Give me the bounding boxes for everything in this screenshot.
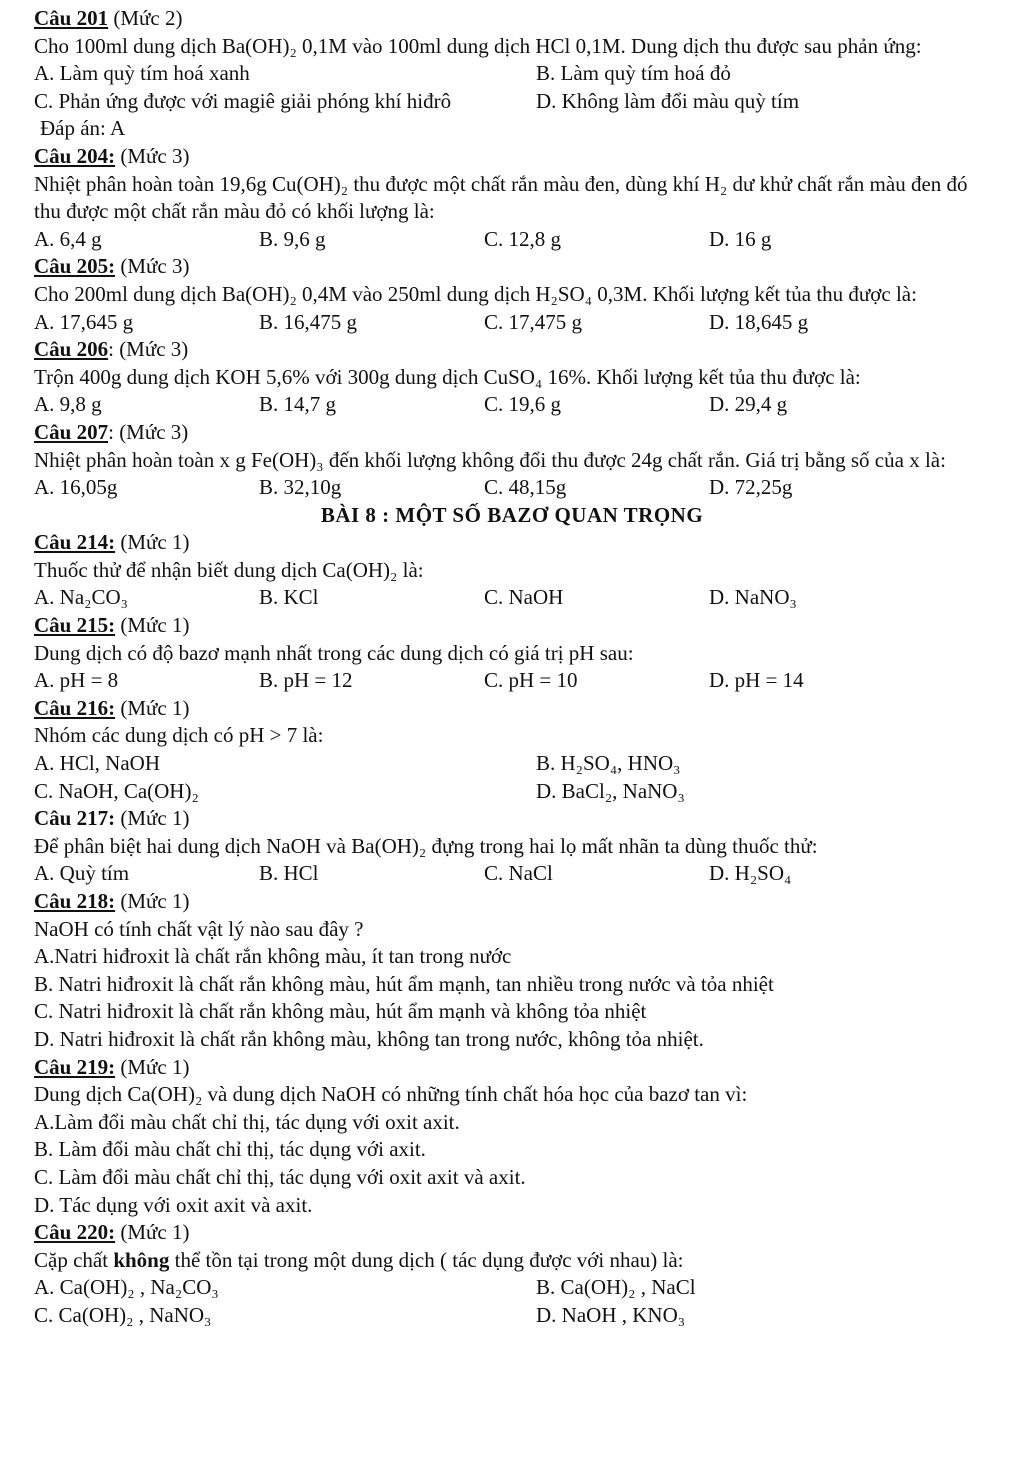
question-number: Câu 217:	[34, 806, 116, 831]
option-b: B. Ca(OH)₂ , NaCl	[536, 1275, 696, 1300]
question-heading	[34, 529, 990, 557]
answer-key: Đáp án: A	[40, 116, 126, 141]
question-level: : (Mức 3)	[108, 337, 189, 362]
option-c: C. NaOH	[484, 585, 564, 610]
question-level: (Mức 1)	[115, 695, 190, 720]
option-a: A. 9,8 g	[34, 392, 102, 417]
option-a: A. Quỳ tím	[34, 861, 130, 886]
question-number: Câu 220:	[34, 1220, 116, 1245]
question-heading	[34, 695, 990, 723]
question-stem: Nhiệt phân hoàn toàn 19,6g Cu(OH)₂ thu được một chất rắn màu đen, dùng khí H₂ dư khử chất rắn màu đen đó thu được một chất rắn màu đỏ có khối lượng là:	[34, 171, 968, 224]
option-d: D. H₂SO₄	[709, 861, 792, 886]
option-a: A. 17,645 g	[34, 309, 134, 334]
question-level: (Mức 1)	[115, 806, 190, 831]
question-heading	[34, 888, 990, 916]
question-stem: Thuốc thử để nhận biết dung dịch Ca(OH)₂ là:	[34, 557, 424, 582]
option-a: A. Làm quỳ tím hoá xanh	[34, 61, 250, 86]
option-b: B. pH = 12	[259, 668, 353, 693]
question-level: (Mức 1)	[115, 530, 190, 555]
question-number: Câu 201	[34, 6, 109, 30]
option-d: D. 72,25g	[709, 475, 793, 500]
question-204	[34, 143, 990, 253]
question-number: Câu 219:	[34, 1054, 116, 1079]
option-c: C. pH = 10	[484, 668, 578, 693]
question-heading	[34, 336, 990, 364]
option-d: D. Natri hiđroxit là chất rắn không màu, không tan trong nước, không tỏa nhiệt.	[34, 1026, 704, 1051]
option-b: B. 14,7 g	[259, 392, 337, 417]
question-stem: Để phân biệt hai dung dịch NaOH và Ba(OH)₂ đựng trong hai lọ mất nhãn ta dùng thuốc thử:	[34, 833, 818, 858]
question-214	[34, 529, 990, 612]
option-a: A.Làm đổi màu chất chỉ thị, tác dụng với oxit axit.	[34, 1109, 460, 1134]
question-220	[34, 1219, 990, 1329]
question-number: Câu 206	[34, 337, 109, 362]
option-c: C. Làm đổi màu chất chỉ thị, tác dụng với oxit axit và axit.	[34, 1164, 526, 1189]
option-c: C. Phản ứng được với magiê giải phóng khí hiđrô	[34, 88, 452, 113]
question-215	[34, 612, 990, 695]
question-number: Câu 216:	[34, 695, 116, 720]
question-stem: Nhóm các dung dịch có pH > 7 là:	[34, 723, 324, 748]
question-stem: Trộn 400g dung dịch KOH 5,6% với 300g dung dịch CuSO₄ 16%. Khối lượng kết tủa thu được là:	[34, 364, 861, 389]
question-219	[34, 1054, 990, 1220]
question-level: (Mức 1)	[115, 1054, 190, 1079]
option-d: D. Không làm đổi màu quỳ tím	[536, 88, 800, 113]
option-b: B. KCl	[259, 585, 319, 610]
option-a: A. Ca(OH)₂ , Na₂CO₃	[34, 1275, 219, 1300]
document-page	[34, 5, 990, 1330]
question-heading	[34, 805, 990, 833]
option-c: C. 17,475 g	[484, 309, 583, 334]
question-218	[34, 888, 990, 1054]
option-b: B. 16,475 g	[259, 309, 358, 334]
question-number: Câu 214:	[34, 530, 116, 555]
question-stem: Dung dịch có độ bazơ mạnh nhất trong các dung dịch có giá trị pH sau:	[34, 640, 634, 665]
option-a: A. Na₂CO₃	[34, 585, 128, 610]
option-b: B. Làm quỳ tím hoá đỏ	[536, 61, 731, 86]
option-d: D. 16 g	[709, 226, 772, 251]
question-heading	[34, 253, 990, 281]
option-a: A. pH = 8	[34, 668, 119, 693]
question-stem: NaOH có tính chất vật lý nào sau đây ?	[34, 916, 364, 941]
option-d: D. pH = 14	[709, 668, 804, 693]
option-b: B. H₂SO₄, HNO₃	[536, 751, 681, 776]
question-number: Câu 205:	[34, 254, 116, 279]
question-level: (Mức 2)	[108, 6, 183, 30]
question-level: (Mức 1)	[115, 889, 190, 913]
option-b: B. 32,10g	[259, 475, 342, 500]
option-b: B. HCl	[259, 861, 319, 886]
stem-text: Cặp chất	[34, 1247, 114, 1272]
option-d: D. Tác dụng với oxit axit và axit.	[34, 1192, 313, 1217]
option-d: D. 29,4 g	[709, 392, 788, 417]
option-d: D. NaNO₃	[709, 585, 797, 610]
stem-text: thể tồn tại trong một dung dịch ( tác dụng được với nhau) là:	[169, 1247, 684, 1272]
question-number: Câu 218:	[34, 889, 116, 913]
question-heading	[34, 419, 990, 447]
option-d: D. 18,645 g	[709, 309, 809, 334]
question-number: Câu 215:	[34, 613, 116, 638]
question-level: : (Mức 3)	[108, 419, 189, 444]
question-level: (Mức 1)	[115, 1220, 190, 1245]
question-level: (Mức 3)	[115, 254, 190, 279]
question-stem: Cho 100ml dung dịch Ba(OH)₂ 0,1M vào 100ml dung dịch HCl 0,1M. Dung dịch thu được sau phản ứng:	[34, 33, 922, 58]
option-c: C. Natri hiđroxit là chất rắn không màu, hút ẩm mạnh và không tỏa nhiệt	[34, 999, 647, 1024]
question-stem: Cho 200ml dung dịch Ba(OH)₂ 0,4M vào 250ml dung dịch H₂SO₄ 0,3M. Khối lượng kết tủa thu được là:	[34, 281, 917, 306]
question-201	[34, 5, 990, 143]
question-heading	[34, 5, 990, 33]
question-heading	[34, 612, 990, 640]
option-c: C. 19,6 g	[484, 392, 562, 417]
option-b: B. 9,6 g	[259, 226, 326, 251]
option-d: D. BaCl₂, NaNO₃	[536, 778, 685, 803]
section-title: BÀI 8 : MỘT SỐ BAZƠ QUAN TRỌNG	[320, 502, 704, 527]
question-216	[34, 695, 990, 805]
question-205	[34, 253, 990, 336]
option-b: B. Natri hiđroxit là chất rắn không màu, hút ẩm mạnh, tan nhiều trong nước và tỏa nhiệt	[34, 971, 774, 996]
option-a: A. 6,4 g	[34, 226, 102, 251]
question-level: (Mức 3)	[115, 143, 190, 168]
question-206	[34, 336, 990, 419]
option-c: C. Ca(OH)₂ , NaNO₃	[34, 1302, 212, 1327]
question-stem	[34, 1247, 990, 1275]
option-c: C. 12,8 g	[484, 226, 562, 251]
question-stem: Dung dịch Ca(OH)₂ và dung dịch NaOH có những tính chất hóa học của bazơ tan vì:	[34, 1082, 748, 1107]
question-number: Câu 204:	[34, 143, 116, 168]
option-a: A.Natri hiđroxit là chất rắn không màu, ít tan trong nước	[34, 944, 512, 969]
option-c: C. 48,15g	[484, 475, 567, 500]
option-a: A. HCl, NaOH	[34, 751, 160, 776]
option-c: C. NaOH, Ca(OH)₂	[34, 778, 199, 803]
question-heading	[34, 1054, 990, 1082]
question-217	[34, 805, 990, 888]
option-a: A. 16,05g	[34, 475, 118, 500]
question-level: (Mức 1)	[115, 613, 190, 638]
option-c: C. NaCl	[484, 861, 553, 886]
question-heading	[34, 1219, 990, 1247]
question-heading	[34, 143, 990, 171]
question-207	[34, 419, 990, 502]
option-d: D. NaOH , KNO₃	[536, 1302, 686, 1327]
question-number: Câu 207	[34, 419, 109, 444]
stem-emphasis: không	[113, 1247, 170, 1272]
question-stem: Nhiệt phân hoàn toàn x g Fe(OH)₃ đến khối lượng không đổi thu được 24g chất rắn. Giá trị bằng số của x là:	[34, 447, 946, 472]
option-b: B. Làm đổi màu chất chỉ thị, tác dụng với axit.	[34, 1137, 426, 1162]
